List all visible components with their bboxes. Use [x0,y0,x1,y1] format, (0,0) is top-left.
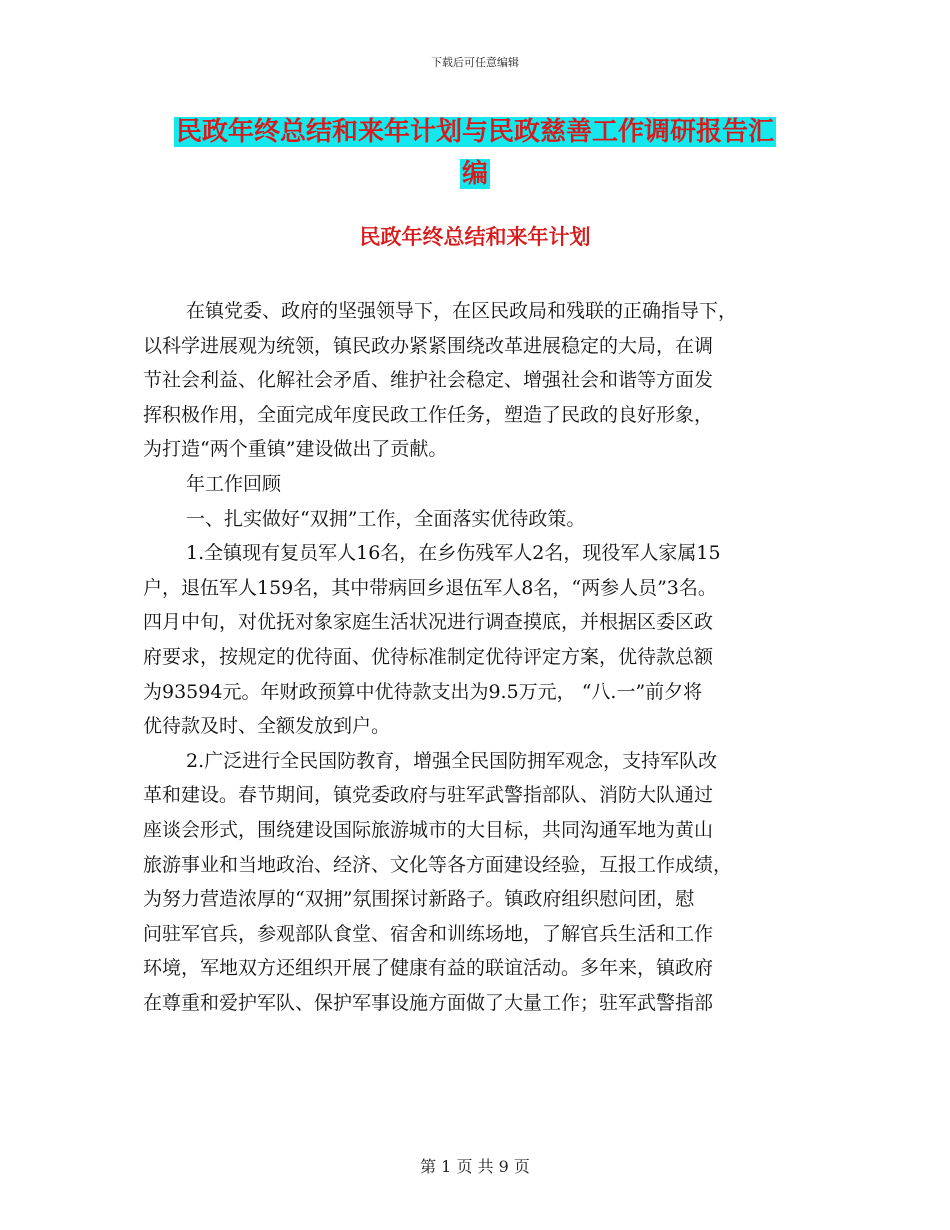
paragraph-line: 革和建设。春节期间，镇党委政府与驻军武警指部队、消防大队通过 [143,784,714,807]
paragraph-line: 户，退伍军人159名，其中带病回乡退伍军人8名，“两参人员”3名。 [143,576,717,599]
paragraph-line: 在尊重和爱护军队、保护军事设施方面做了大量工作；驻军武警指部 [143,991,714,1014]
paragraph-line: 优待款及时、全额发放到户。 [143,715,391,738]
page-number-footer: 第 1 页 共 9 页 [420,1157,530,1176]
paragraph-line: 以科学进展观为统领，镇民政办紧紧围绕改革进展稳定的大局，在调 [143,334,714,357]
paragraph-line: 旅游事业和当地政治、经济、文化等各方面建设经验，互报工作成绩， [143,853,733,876]
body-text [143,294,833,1020]
section-title: 民政年终总结和来年计划 [359,225,591,249]
paragraph-line: 2.广泛进行全民国防教育，增强全民国防拥军观念，支持军队改 [186,749,718,772]
document-title-line-1: 民政年终总结和来年计划与民政慈善工作调研报告汇 [175,117,774,147]
header-note: 下载后可任意编辑 [431,56,519,69]
paragraph-line: 府要求，按规定的优待面、优待标准制定优待评定方案，优待款总额 [143,645,714,668]
paragraph-line: 为努力营造浓厚的“双拥”氛围探讨新路子。镇政府组织慰问团，慰 [143,888,695,911]
paragraph-line: 一、扎实做好“双拥”工作，全面落实优待政策。 [186,507,586,530]
paragraph-line: 四月中旬，对优抚对象家庭生活状况进行调查摸底，并根据区委区政 [143,611,714,634]
paragraph-line: 为打造“两个重镇”建设做出了贡献。 [143,438,448,461]
paragraph-line: 节社会利益、化解社会矛盾、维护社会稳定、增强社会和谐等方面发 [143,369,714,392]
paragraph-line: 挥积极作用，全面完成年度民政工作任务，塑造了民政的良好形象， [143,403,714,426]
paragraph-line: 年工作回顾 [186,472,282,495]
paragraph-line: 为93594元。年财政预算中优待款支出为9.5万元， “八.一”前夕将 [143,680,703,703]
paragraph-line: 1.全镇现有复员军人16名，在乡伤残军人2名，现役军人家属15 [186,542,721,565]
paragraph-line: 在镇党委、政府的坚强领导下，在区民政局和残联的正确指导下， [186,300,738,322]
paragraph-line: 问驻军官兵，参观部队食堂、宿舍和训练场地，了解官兵生活和工作 [143,922,714,945]
document-title-line-2: 编 [461,159,488,189]
paragraph-line: 环境，军地双方还组织开展了健康有益的联谊活动。多年来，镇政府 [143,957,714,980]
paragraph-line: 座谈会形式，围绕建设国际旅游城市的大目标，共同沟通军地为黄山 [143,818,714,841]
